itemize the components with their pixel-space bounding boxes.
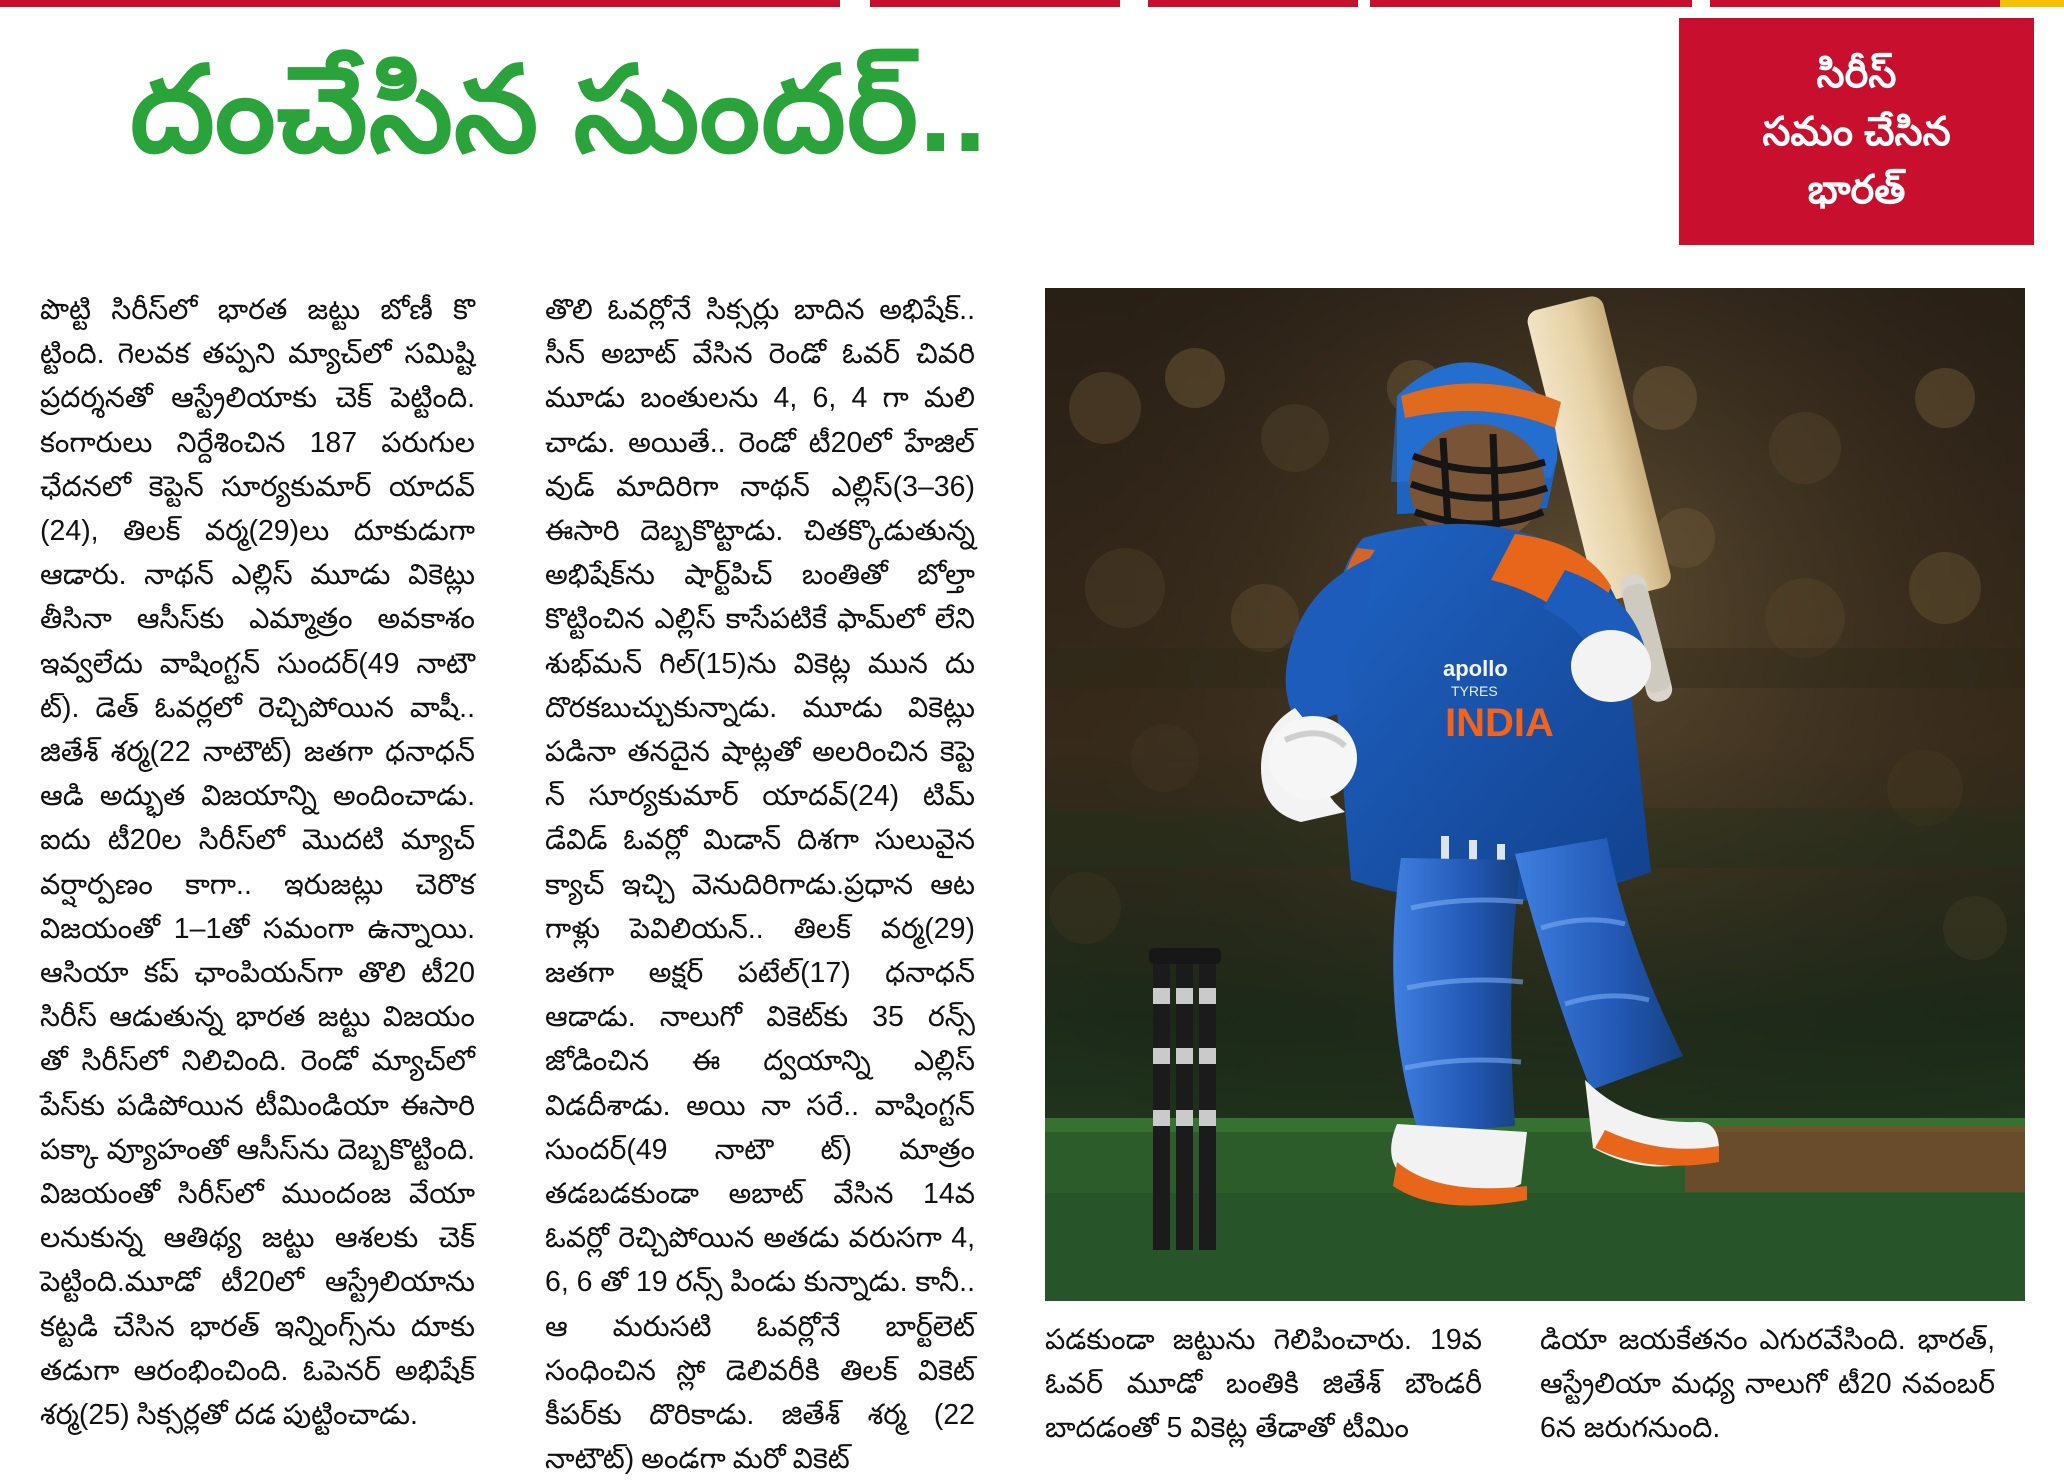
body-column-2 — [545, 288, 975, 1476]
rule-gap — [1120, 0, 1148, 7]
svg-text:TYRES: TYRES — [1451, 683, 1498, 699]
rule-segment — [0, 0, 840, 7]
page-title: దంచేసిన సుందర్.. — [130, 43, 988, 177]
rule-segment — [1710, 0, 2000, 7]
kicker-line-2: సమం చేసిన — [1762, 109, 1951, 154]
kicker-line-1: సిరీస్ — [1816, 51, 1897, 96]
rule-gap — [1358, 0, 1370, 7]
body-text: తొలి ఓవర్లోనే సిక్సర్లు బాదిన అభిషేక్.. సీన్ అబాట్ వేసిన రెండో ఓవర్ చివరి మూడు బంతులను 4, 6, 4 గా మలి చాడు. అయితే.. రెండో టీ20లో హేజిల్ వుడ్ మాదిరిగా నాథన్ ఎల్లిస్(3–36) ఈసారి దెబ్బకొట్టాడు. చితక్కొడుతున్న అభిషేక్‌ను షార్ట్‌పిచ్ బంతితో బోల్తా కొట్టించిన ఎల్లిస్ కాసేపటికే ఫామ్‌లో లేని శుభ్‌మన్ గిల్(15)ను వికెట్ల మున దు దొరకబుచ్చుకున్నాడు. మూడు వికెట్లు పడినా తనదైన షాట్లతో అలరించిన కెప్టె న్ సూర్యకుమార్ యాదవ్(24) టిమ్ డేవిడ్ ఓవర్లో మిడాన్ దిశగా సులువైన క్యాచ్ ఇచ్చి వెనుదిరిగాడు.ప్రధాన ఆట గాళ్లు పెవిలియన్.. తిలక్ వర్మ(29) జతగా అక్షర్ పటేల్(17) ధనాధన్ ఆడాడు. నాలుగో వికెట్‌కు 35 రన్స్ జోడించిన ఈ ద్వయాన్ని ఎల్లిస్ విడదీశాడు. అయి నా సరే.. వాషింగ్టన్ సుందర్(49 నాటౌ ట్) మాత్రం తడబడకుండా అబాట్ వేసిన 14వ ఓవర్లో రెచ్చిపోయిన అతడు వరుసగా 4, 6, 6 తో 19 రన్స్ పిండు కున్నాడు. కానీ.. ఆ మరుసటి ఓవర్లోనే బార్ట్‌లెట్ సంధించిన స్లో డెలివరీకి తిలక్ వికెట్ కీపర్‌కు దొరికాడు. జితేశ్ శర్మ (22 నాటౌట్) అండగా మరో వికెట్ — [545, 294, 975, 1476]
rule-segment — [870, 0, 1120, 7]
caption-column-2 — [1540, 1318, 1995, 1451]
body-text: పొట్టి సిరీస్‌లో భారత జట్టు బోణీ కొ ట్టింది. గెలవక తప్పని మ్యాచ్‌లో సమిష్టి ప్రదర్శనతో ఆస్ట్రేలియాకు చెక్ పెట్టింది. కంగారులు నిర్దేశించిన 187 పరుగుల ఛేదనలో కెప్టెన్ సూర్యకుమార్ యాదవ్ (24), తిలక్ వర్మ(29)లు దూకుడుగా ఆడారు. నాథన్ ఎల్లిస్ మూడు వికెట్లు తీసినా ఆసీస్‌కు ఎమ్మాత్రం అవకాశం ఇవ్వలేదు వాషింగ్టన్ సుందర్(49 నాటౌ ట్). డెత్ ఓవర్లలో రెచ్చిపోయిన వాషీ.. జితేశ్ శర్మ(22 నాటౌట్) జతగా ధనాధన్ ఆడి అద్భుత విజయాన్ని అందించాడు. ఐదు టీ20ల సిరీస్‌లో మొదటి మ్యాచ్ వర్షార్పణం కాగా.. ఇరుజట్లు చెరొక విజయంతో 1–1తో సమంగా ఉన్నాయి. ఆసియా కప్ ఛాంపియన్‌గా తొలి టీ20 సిరీస్ ఆడుతున్న భారత జట్టు విజయం తో సిరీస్‌లో నిలిచింది. రెండో మ్యాచ్‌లో పేస్‌కు పడిపోయిన టీమిండియా ఈసారి పక్కా వ్యూహంతో ఆసీస్‌ను దెబ్బకొట్టింది. విజయంతో సిరీస్‌లో ముందంజ వేయా లనుకున్న ఆతిథ్య జట్టు ఆశలకు చెక్ పెట్టింది.మూడో టీ20లో ఆస్ట్రేలియాను కట్టడి చేసిన భారత్ ఇన్నింగ్స్‌ను దూకు తడుగా ఆరంభించింది. ఓపెనర్ అభిషేక్ శర్మ(25) సిక్సర్లతో దడ పుట్టించాడు. — [40, 294, 475, 1432]
svg-text:apollo: apollo — [1443, 656, 1508, 681]
match-photo — [1045, 288, 2025, 1301]
caption-text: పడకుండా జట్టును గెలిపించారు. 19వ ఓవర్ మూడో బంతికి జితేశ్ బౌండరీ బాదడంతో 5 వికెట్ల తేడాతో టీమిం — [1045, 1324, 1482, 1445]
kicker-line-3: భారత్ — [1807, 167, 1906, 212]
rule-accent-segment — [2000, 0, 2064, 7]
rule-gap — [840, 0, 870, 7]
body-column-1 — [40, 288, 475, 1468]
svg-text:INDIA: INDIA — [1445, 701, 1554, 745]
rule-gap — [1692, 0, 1710, 7]
top-rule — [0, 0, 2064, 7]
caption-text: డియా జయకేతనం ఎగురవేసింది. భారత్, ఆస్ట్రేలియా మధ్య నాలుగో టీ20 నవంబర్ 6న జరుగనుంది. — [1540, 1324, 1995, 1445]
caption-column-1 — [1045, 1318, 1482, 1451]
kicker-box — [1679, 18, 2034, 245]
rule-segment — [1370, 0, 1692, 7]
rule-segment — [1148, 0, 1358, 7]
